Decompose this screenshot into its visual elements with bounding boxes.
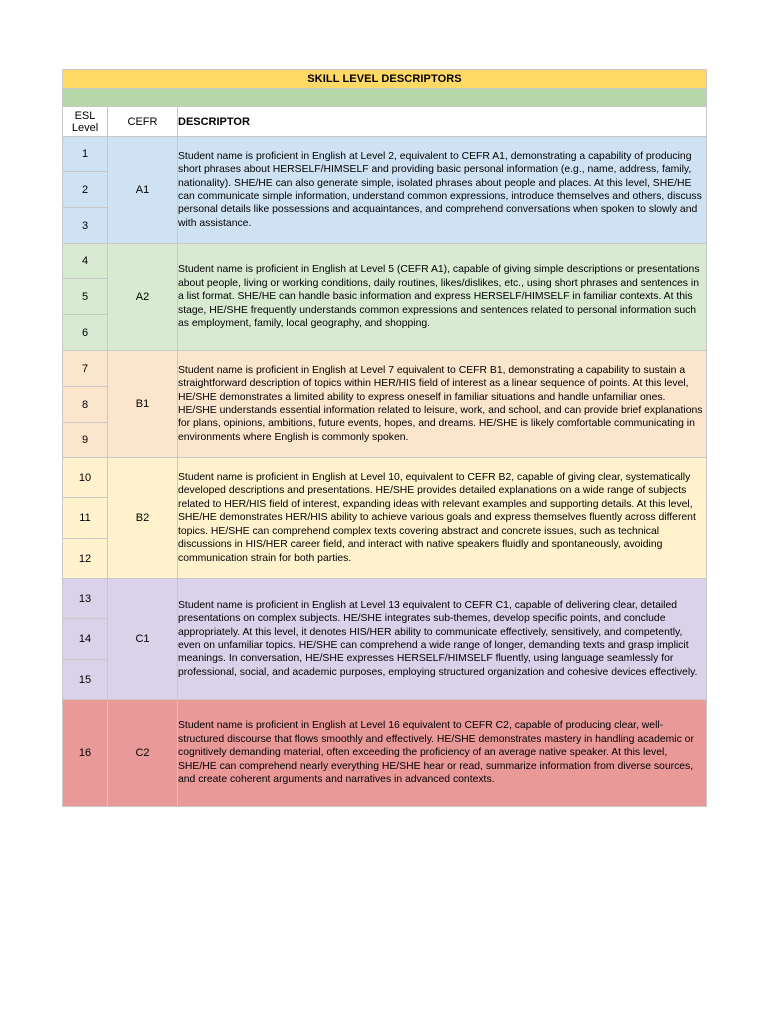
table-row [63,244,707,279]
table-row [63,351,707,387]
table-row [63,579,707,619]
esl-level-cell: 14 [63,619,108,660]
table-title: SKILL LEVEL DESCRIPTORS [63,70,707,89]
header-descriptor: DESCRIPTOR [178,107,707,137]
table-row [63,700,707,807]
esl-level-cell: 9 [63,423,108,458]
cefr-cell: B1 [108,351,178,458]
green-band [63,89,707,107]
cefr-cell: A1 [108,137,178,244]
esl-level-cell: 16 [63,700,108,807]
header-esl-level [63,107,108,137]
cefr-cell: C2 [108,700,178,807]
descriptor-cell: Student name is proficient in English at Level 10, equivalent to CEFR B2, capable of giving clear, systematically developed descriptions and presentations. HE/SHE provides detailed explanations on a wide range of subjects related to HER/HIS field of interest, expanding ideas with relevant examples and supporting details. At this level, SHE/HE demonstrates HER/HIS ability to achieve various goals and express themselves fluently across different topics. HE/SHE can comprehend complex texts covering abstract and concrete issues, such as technical discussions in HIS/HER career field, and interact with native speakers fluidly and spontaneously, avoiding communication strain for both parties. [178,458,707,579]
green-band-row [63,89,707,107]
esl-level-cell: 8 [63,387,108,423]
esl-level-cell: 11 [63,498,108,539]
esl-level-cell: 13 [63,579,108,619]
cefr-cell: B2 [108,458,178,579]
header-row [63,107,707,137]
cefr-cell: C1 [108,579,178,700]
esl-level-cell: 12 [63,539,108,579]
descriptor-cell: Student name is proficient in English at Level 13 equivalent to CEFR C1, capable of delivering clear, detailed presentations on complex subjects. HE/SHE integrates sub-themes, develop specific points, and conclude appropriately. At this level, it denotes HIS/HER ability to communicate effectively, sensitively, and competently, even on unfamiliar topics. HE/SHE can comprehend a wide range of longer, demanding texts and grasp implicit meanings. In conversation, HE/SHE expresses HERSELF/HIMSELF fluently, using language seamlessly for professional, social, and academic purposes, employing structured organization and cohesive devices effectively. [178,579,707,700]
descriptor-cell: Student name is proficient in English at Level 2, equivalent to CEFR A1, demonstrating a capability of producing short phrases about HERSELF/HIMSELF and providing basic personal information (e.g., name, address, family, nationality). SHE/HE can also generate simple, isolated phrases about people and places. At this level, SHE/HE can communicate simple information, understand common expressions, introduce themselves and others, discuss personal details like possessions and acquaintances, and comprehend conversations when spoken to slowly and with assistance. [178,137,707,244]
esl-level-cell: 5 [63,279,108,315]
header-esl-level-line2: Level [71,121,99,134]
title-row [63,70,707,89]
descriptor-cell: Student name is proficient in English at Level 16 equivalent to CEFR C2, capable of producing clear, well-structured discourse that flows smoothly and effectively. HE/SHE demonstrates mastery in handling academic or cognitively demanding material, often exceeding the proficiency of an average native speaker. At this level, SHE/HE can comprehend nearly everything HE/SHE hear or read, summarize information from diverse sources, and create coherent arguments and narratives in advanced contexts. [178,700,707,807]
esl-level-cell: 10 [63,458,108,498]
esl-level-cell: 2 [63,172,108,208]
esl-level-cell: 6 [63,315,108,351]
esl-level-cell: 1 [63,137,108,172]
cefr-cell: A2 [108,244,178,351]
esl-level-cell: 15 [63,660,108,700]
table-row [63,137,707,172]
skill-level-table [62,69,707,807]
table-row [63,458,707,498]
table-body [63,137,707,807]
esl-level-cell: 4 [63,244,108,279]
esl-level-cell: 3 [63,208,108,244]
header-cefr: CEFR [108,107,178,137]
esl-level-cell: 7 [63,351,108,387]
descriptor-cell: Student name is proficient in English at Level 5 (CEFR A1), capable of giving simple descriptions or presentations about people, living or working conditions, daily routines, likes/dislikes, etc., using short phrases and sentences in a list format. SHE/HE can handle basic information and express HERSELF/HIMSELF in familiar contexts. At this stage, HE/SHE frequently understands common expressions and sentences related to personal information such as employment, family, local geography, and shopping. [178,244,707,351]
descriptor-cell: Student name is proficient in English at Level 7 equivalent to CEFR B1, demonstrating a capability to sustain a straightforward description of topics within HER/HIS field of interest as a linear sequence of points. At this level, HE/SHE demonstrates a limited ability to express oneself in familiar situations and handle unfamiliar ones. HE/SHE understands essential information related to leisure, work, and school, and can provide brief explanations for plans, opinions, ambitions, future events, hopes, and dreams. HE/SHE is likely comfortable communicating in environments where English is commonly spoken. [178,351,707,458]
header-esl-level-line1: ESL [74,109,96,122]
